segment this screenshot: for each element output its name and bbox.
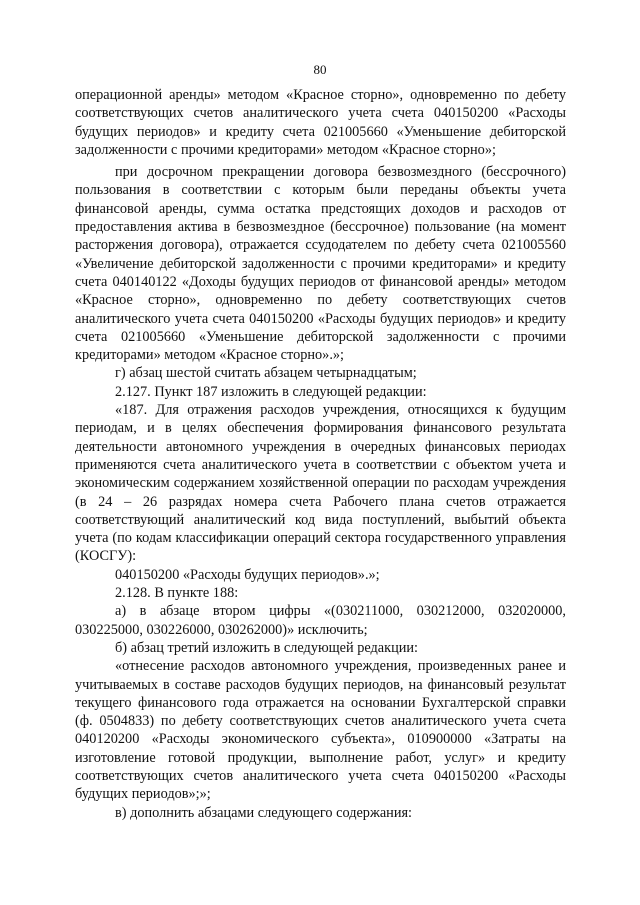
page-number: 80 (313, 62, 327, 77)
paragraph-item-a: а) в абзаце втором цифры «(030211000, 030212000, 032020000, 030225000, 030226000, 030262000)» исключить; (75, 603, 566, 638)
paragraph-2-128: 2.128. В пункте 188: (115, 585, 239, 602)
paragraph-account-040150200: 040150200 «Расходы будущих периодов».»; (115, 566, 380, 583)
paragraph-expense-allocation: «отнесение расходов автономного учреждения, произведенных ранее и учитываемых в составе расходов будущих периодов, на финансовый результат текущего финансового года отражается на основании Бухгалтерской справки (ф. 0504833) по дебету соответствующих счетов аналитического учета счета 040120200 «Расходы экономического субъекта», 010900000 «Затраты на изготовление готовой продукции, выполнение работ, услуг» и кредиту соответствующих счетов аналитического учета счета 040150200 «Расходы будущих периодов»;»; (75, 658, 566, 803)
paragraph-item-g: г) абзац шестой считать абзацем четырнадцатым; (115, 365, 417, 382)
document-body (75, 86, 566, 822)
paragraph-point-187: «187. Для отражения расходов учреждения, относящихся к будущим периодам, и в целях обеспечения формирования финансового результата деятельности автономного учреждения в очередных финансовых периодах применяются счета аналитического учета в соответствии с объектом учета и экономическим содержанием хозяйственной операции по расходам учреждения (в 24 – 26 разрядах номера счета Рабочего плана счетов отражается соответствующий аналитический код вида поступлений, выбытий объекта учета (по кодам классификации операций сектора государственного управления (КОСГУ): (75, 402, 566, 565)
paragraph-2-127: 2.127. Пункт 187 изложить в следующей редакции: (115, 383, 427, 400)
paragraph-item-v: в) дополнить абзацами следующего содержания: (115, 804, 413, 821)
paragraph-item-b: б) абзац третий изложить в следующей редакции: (115, 639, 419, 656)
paragraph-continuation: операционной аренды» методом «Красное сторно», одновременно по дебету соответствующих счетов аналитического учета счета 040150200 «Расходы будущих периодов» и кредиту счета 021005660 «Уменьшение дебиторской задолженности с прочими кредиторами» методом «Красное сторно»; (75, 87, 566, 158)
paragraph-early-termination: при досрочном прекращении договора безвозмездного (бессрочного) пользования в соответствии с которым были переданы объекты учета финансовой аренды, сумма остатка предстоящих доходов и расходов от предоставления актива в безвозмездное (бессрочное) пользование (на момент расторжения договора), отражается ссудодателем по дебету счета 021005560 «Увеличение дебиторской задолженности с прочими кредиторами» и кредиту счета 040140122 «Доходы будущих периодов от финансовой аренды» методом «Красное сторно», одновременно по дебету соответствующих счетов аналитического учета счета 040150200 «Расходы будущих периодов» и кредиту счета 021005660 «Уменьшение дебиторской задолженности с прочими кредиторами» методом «Красное сторно».»; (75, 164, 566, 364)
